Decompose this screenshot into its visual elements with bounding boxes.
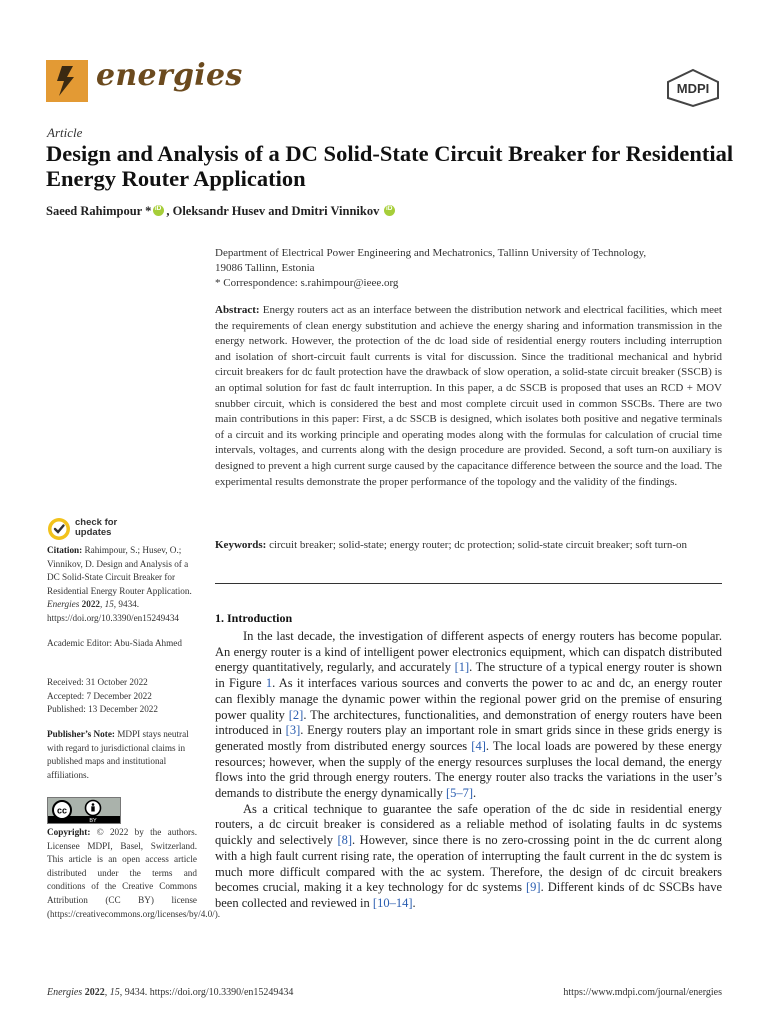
journal-name[interactable]: energies	[96, 58, 243, 93]
article-type: Article	[47, 125, 83, 140]
reference-link[interactable]: [1]	[454, 660, 470, 675]
publisher-note	[47, 728, 197, 782]
affiliation-line: Department of Electrical Power Engineering and Mechatronics, Tallinn University of Technology,	[215, 247, 647, 259]
reference-link[interactable]: [5–7]	[445, 786, 474, 801]
text-run: . Energy routers play an important role in smart grids since in these grids energy is generated mostly from distributed energy sources	[215, 723, 723, 753]
check-line: check for	[75, 517, 118, 528]
publication-dates	[47, 676, 197, 717]
footer-year: 2022	[84, 987, 105, 998]
check-updates-icon	[47, 517, 71, 541]
footer-journal-link[interactable]: https://www.mdpi.com/journal/energies	[563, 987, 722, 998]
footer-doi-link[interactable]: , 9434. https://doi.org/10.3390/en15249434	[119, 987, 294, 998]
mdpi-logo-icon[interactable]	[662, 68, 724, 108]
citation: Citation: Rahimpour, S.; Husev, O.; Vinnikov, D. Design and Analysis of a DC Solid-State Circuit Breaker for Residential Energy Router Application. Energies 2022, 15, 9434. https://doi.org/10.3390/en15249434	[47, 545, 192, 623]
text-run: . The architectures, functionalities, and demonstration of energy routers have been introduced in	[215, 707, 722, 738]
journal-logo-icon	[46, 60, 88, 102]
citation-label: Citation:	[47, 545, 83, 555]
paper-title: Design and Analysis of a DC Solid-State Circuit Breaker for Residential Energy Router Application	[46, 141, 734, 191]
reference-link[interactable]: [8]	[337, 833, 353, 848]
cc-by-license-icon[interactable]	[47, 797, 121, 824]
keywords-text: circuit breaker; solid-state; energy router; dc protection; solid-state circuit breaker; soft turn-on	[269, 539, 688, 551]
reference-link[interactable]: [10–14]	[372, 895, 413, 910]
citation-volume: 15	[104, 599, 114, 610]
footer-volume: 15	[109, 987, 120, 998]
orcid-icon[interactable]	[384, 205, 395, 216]
reference-link[interactable]: [2]	[288, 707, 304, 722]
footer-citation: Energies 2022, 15, 9434. https://doi.org/10.3390/en15249434	[47, 987, 294, 998]
publisher-note-label: Publisher’s Note:	[47, 729, 115, 739]
keywords-label: Keywords:	[215, 539, 267, 551]
svg-text:cc: cc	[56, 805, 68, 816]
svg-text:BY: BY	[89, 818, 97, 824]
introduction-body	[215, 629, 722, 912]
keywords	[215, 538, 722, 554]
author-list	[46, 204, 397, 219]
text-run: As a critical technique to guarantee the safe operation of the dc side in residential energy routers, a dc circuit breaker is considered as a reliable method of isolating faults in dc systems quickly and selectively	[215, 801, 722, 848]
mdpi-logo-text: MDPI	[676, 81, 710, 96]
citation-journal: Energies	[47, 599, 80, 610]
citation-text: Rahimpour, S.; Husev, O.; Vinnikov, D. Design and Analysis of a DC Solid-State Circuit Breaker for Residential Energy Router Application.	[47, 545, 192, 596]
citation-pages: , 9434.	[113, 599, 140, 610]
text-run: . Different kinds of dc SSCBs have been collected and reviewed in	[215, 880, 723, 910]
section-divider	[215, 583, 722, 584]
figure-link[interactable]: 1	[265, 676, 273, 691]
check-for-updates-button[interactable]	[47, 517, 167, 543]
published-date: Published: 13 December 2022	[47, 704, 158, 715]
received-date: Received: 31 October 2022	[47, 677, 148, 687]
check-updates-label	[75, 518, 117, 538]
text-run: .	[473, 786, 477, 801]
publisher-note-text: MDPI stays neutral with regard to jurisdictional claims in published maps and institutional affiliations.	[47, 729, 189, 780]
text-run: . The local loads are powered by these energy resources; however, when the supply of the energy resources surpluses the local demand, the energy flows into the grid through energy routers. The energy router also tracks the variations in the user’s demands to distribute the energy dynamically	[215, 738, 722, 801]
reference-link[interactable]: [3]	[285, 723, 301, 738]
affiliation-line: 19086 Tallinn, Estonia	[215, 262, 315, 274]
footer-journal: Energies	[47, 987, 83, 998]
copyright-label: Copyright:	[47, 827, 91, 837]
check-line: updates	[75, 527, 112, 538]
accepted-date: Accepted: 7 December 2022	[47, 690, 152, 701]
copyright-notice	[47, 826, 221, 921]
author-names-rest[interactable]: , Oleksandr Husev and Dmitri Vinnikov	[166, 204, 380, 218]
correspondence[interactable]: * Correspondence: s.rahimpour@ieee.org	[215, 277, 399, 289]
correspondence-mark: *	[145, 204, 152, 218]
citation-doi-link[interactable]: https://doi.org/10.3390/en15249434	[47, 612, 180, 623]
text-run: In the last decade, the investigation of different aspects of energy routers has become popular. An energy router is a kind of intelligent power electronics equipment, which can dispatch distributed energy quantitatively, regularly, and accurately	[215, 629, 722, 675]
text-run: .	[412, 895, 416, 910]
author-name[interactable]: Saeed Rahimpour	[46, 204, 142, 218]
paragraph	[215, 629, 722, 802]
reference-link[interactable]: [9]	[526, 880, 541, 895]
citation-year: 2022	[81, 599, 100, 610]
abstract-label: Abstract:	[215, 304, 260, 316]
copyright-text: © 2022 by the authors. Licensee MDPI, Basel, Switzerland. This article is an open access article distributed under the terms and conditions of the Creative Commons Attribution (CC BY) license (https://creativecommons.org/licenses/by/4.0/).	[47, 827, 221, 919]
text-run: . As it interfaces various sources and converts the power to ac and dc, an energy router can flexibly manage the dynamic power within the regional power grid on the premise of ensuring power quality	[215, 676, 723, 722]
text-run: . The structure of a typical energy router is shown in Figure	[215, 660, 723, 691]
text-run: . However, since there is no zero-crossing point in the dc current along with a high fault current rising rate, the operation of interrupting the fault current in the dc system is much more difficult compared with the ac system. Therefore, the design of dc circuit breakers becomes crucial, making it a key technology for dc systems	[215, 833, 722, 895]
abstract-text: Energy routers act as an interface between the distribution network and electrical facilities, which meet the requirements of clean energy substitution and achieve the energy sharing and information transmission in the energy network. However, the protection of the dc load side of residential energy routers including interruption and isolation of short-circuit fault currents is vital for discussion. Since the traditional mechanical and hybrid circuit breakers for dc fault protection have the drawback of slow operation, a solid-state circuit breaker (SSCB) is an optimal solution for fast dc fault interruption. In this paper, a dc SSCB is proposed that uses an RCD + MOV snubber circuit, which is considered the best and most complete circuit used in common SSCBs. There are two main contributions in this paper: First, a dc SSCB is designed, which isolates both positive and negative terminals of a circuit and its working principle and operating modes along with the formulas for calculation of crucial time intervals, voltages, and currents along with the design procedure are provided. Second, a soft turn-on auxiliary is designed to prevent a high current surge caused by the capacitance difference between the source and the load. The experimental results demonstrate the proper performance of the topology and the validity of the findings.	[215, 304, 722, 488]
section-heading: 1. Introduction	[215, 611, 293, 625]
abstract	[215, 303, 722, 490]
reference-link[interactable]: [4]	[471, 738, 486, 753]
paragraph	[215, 802, 722, 912]
affiliation	[215, 246, 722, 291]
orcid-icon[interactable]	[153, 205, 164, 216]
academic-editor: Academic Editor: Abu-Siada Ahmed	[47, 638, 182, 648]
